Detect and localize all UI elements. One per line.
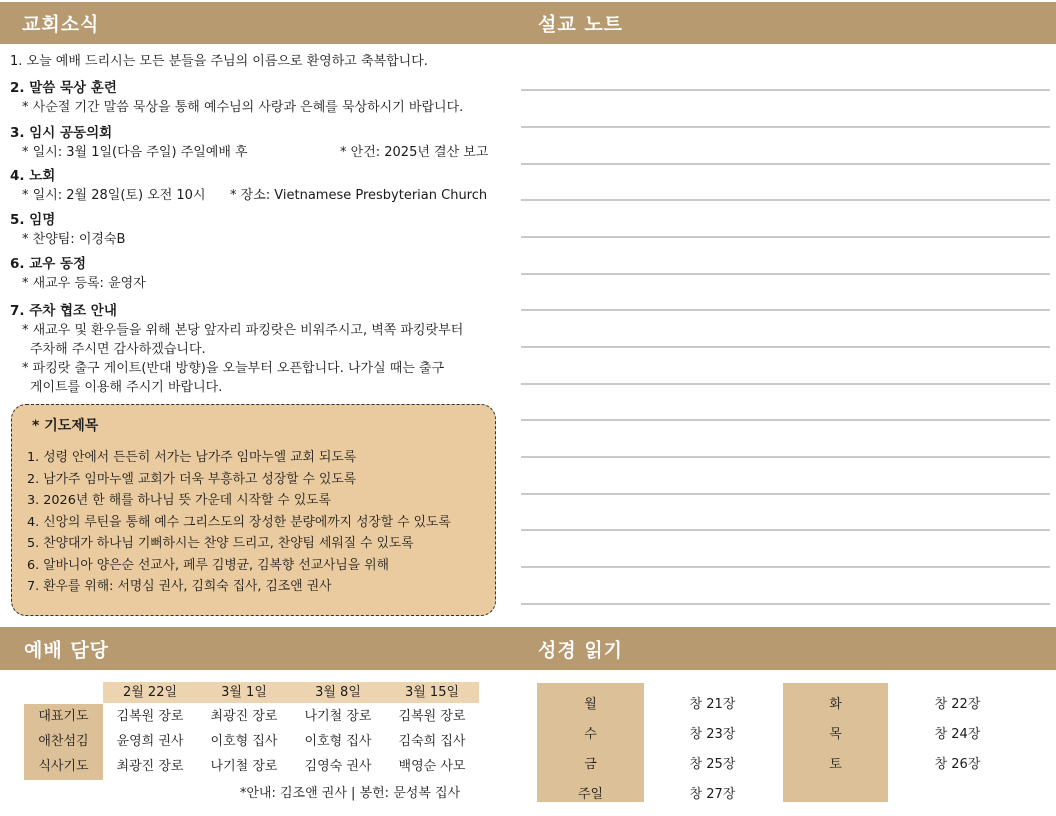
- news-item-4-date: * 일시: 2월 28일(토) 오전 10시: [22, 188, 206, 203]
- prayer-item: 6. 알바니아 양은순 선교사, 페루 김병균, 김복향 선교사님을 위해: [27, 557, 389, 573]
- table-cell: 백영순 사모: [398, 759, 466, 774]
- news-item-2-line: * 사순절 기간 말씀 묵상을 통해 예수님의 사랑과 은혜를 묵상하시기 바랍니다.: [22, 100, 464, 115]
- table-cell: 나기철 장로: [210, 759, 278, 774]
- note-line: [521, 456, 1050, 458]
- news-item-5-title: 5. 임명: [10, 212, 56, 228]
- table-cell: 김숙희 집사: [398, 734, 466, 749]
- news-item-6-title: 6. 교우 동정: [10, 256, 87, 272]
- date-header: 3월 1일: [221, 685, 267, 700]
- note-line: [521, 273, 1050, 275]
- table-cell: 김복원 장로: [398, 709, 466, 724]
- bible-header-title: 성경 읽기: [538, 639, 624, 661]
- note-line: [521, 383, 1050, 385]
- news-item-6-line: * 새교우 등록: 윤영자: [22, 276, 146, 291]
- note-line: [521, 126, 1050, 128]
- table-cell: 나기철 장로: [304, 709, 372, 724]
- table-cell: 최광진 장로: [116, 759, 184, 774]
- date-header: 2월 22일: [122, 685, 178, 700]
- news-item-1: 1. 오늘 예배 드리시는 모든 분들을 주님의 이름으로 환영하고 축복합니다.: [10, 54, 428, 69]
- note-line: [521, 309, 1050, 311]
- day-label: 화: [829, 697, 842, 712]
- prayer-requests-box: [11, 404, 496, 616]
- prayer-list: [27, 447, 451, 598]
- note-line: [521, 89, 1050, 91]
- worship-header-title: 예배 담당: [24, 639, 110, 661]
- news-item-3-date: * 일시: 3월 1일(다음 주일) 주일예배 후: [22, 145, 248, 160]
- reading-chapter: 창 24장: [934, 727, 981, 742]
- prayer-title: * 기도제목: [32, 418, 99, 434]
- reading-chapter: 창 26장: [934, 757, 981, 772]
- news-item-4-place: * 장소: Vietnamese Presbyterian Church: [230, 188, 488, 203]
- table-cell: 최광진 장로: [210, 709, 278, 724]
- note-line: [521, 199, 1050, 201]
- table-cell: 윤영희 권사: [116, 734, 184, 749]
- reading-chapter: 창 25장: [689, 757, 736, 772]
- day-label: 수: [584, 727, 597, 742]
- table-cell: 김복원 장로: [116, 709, 184, 724]
- news-item-7-line-1: * 새교우 및 환우들을 위해 본당 앞자리 파킹랏은 비워주시고, 벽쪽 파킹랏부터: [22, 323, 464, 338]
- role-label: 애찬섬김: [38, 734, 89, 749]
- date-header: 3월 15일: [404, 685, 460, 700]
- note-line: [521, 163, 1050, 165]
- prayer-item: 2. 남가주 임마누엘 교회가 더욱 부흥하고 성장할 수 있도록: [27, 471, 357, 487]
- news-item-7-line-2b: 게이트를 이용해 주시기 바랍니다.: [30, 380, 223, 395]
- note-line: [521, 346, 1050, 348]
- note-line: [521, 603, 1050, 605]
- table-cell: 이호형 집사: [210, 734, 278, 749]
- note-line: [521, 566, 1050, 568]
- reading-chapter: 창 27장: [689, 787, 736, 802]
- note-line: [521, 493, 1050, 495]
- note-line: [521, 529, 1050, 531]
- news-item-2-title: 2. 말씀 묵상 훈련: [10, 80, 117, 96]
- prayer-item: 1. 성령 안에서 든든히 서가는 남가주 임마누엘 교회 되도록: [27, 450, 357, 465]
- note-line: [521, 236, 1050, 238]
- role-label: 대표기도: [38, 709, 89, 724]
- news-item-4-title: 4. 노회: [10, 168, 56, 184]
- day-label: 금: [584, 757, 597, 772]
- news-header-title: 교회소식: [22, 13, 100, 36]
- table-cell: 이호형 집사: [304, 734, 372, 749]
- table-cell: 김영숙 권사: [304, 759, 372, 774]
- reading-chapter: 창 21장: [689, 697, 736, 712]
- prayer-item: 3. 2026년 한 해를 하나님 뜻 가운데 시작할 수 있도록: [27, 493, 331, 508]
- news-item-5-line: * 찬양팀: 이경숙B: [22, 232, 126, 247]
- worship-footer-note: *안내: 김조앤 권사 | 봉헌: 문성복 집사: [239, 786, 461, 801]
- prayer-item: 4. 신앙의 루틴을 통해 예수 그리스도의 장성한 분량에까지 성장할 수 있도록: [27, 514, 451, 530]
- day-label: 월: [584, 697, 597, 712]
- note-line: [521, 419, 1050, 421]
- day-label: 목: [829, 727, 842, 742]
- day-label: 주일: [577, 787, 604, 802]
- news-item-7-line-2: * 파킹랏 출구 게이트(반대 방향)을 오늘부터 오픈합니다. 나가실 때는 출구: [22, 361, 445, 376]
- news-item-3-agenda: * 안건: 2025년 결산 보고: [340, 145, 489, 160]
- bottom-header-bar: [0, 627, 1056, 670]
- prayer-item: 7. 환우를 위해: 서명심 권사, 김희숙 집사, 김조앤 권사: [27, 579, 332, 594]
- news-item-7-title: 7. 주차 협조 안내: [10, 303, 117, 319]
- reading-chapter: 창 22장: [934, 697, 981, 712]
- day-label: 토: [829, 757, 842, 772]
- notes-header-title: 설교 노트: [538, 13, 624, 36]
- news-item-7-line-1b: 주차해 주시면 감사하겠습니다.: [30, 342, 206, 357]
- date-header: 3월 8일: [315, 685, 361, 700]
- prayer-item: 5. 찬양대가 하나님 기뻐하시는 찬양 드리고, 찬양팀 세워질 수 있도록: [27, 536, 414, 551]
- role-label: 식사기도: [38, 759, 89, 774]
- reading-chapter: 창 23장: [689, 727, 736, 742]
- news-item-3-title: 3. 임시 공동의회: [10, 125, 113, 141]
- top-header-bar: [0, 2, 1056, 44]
